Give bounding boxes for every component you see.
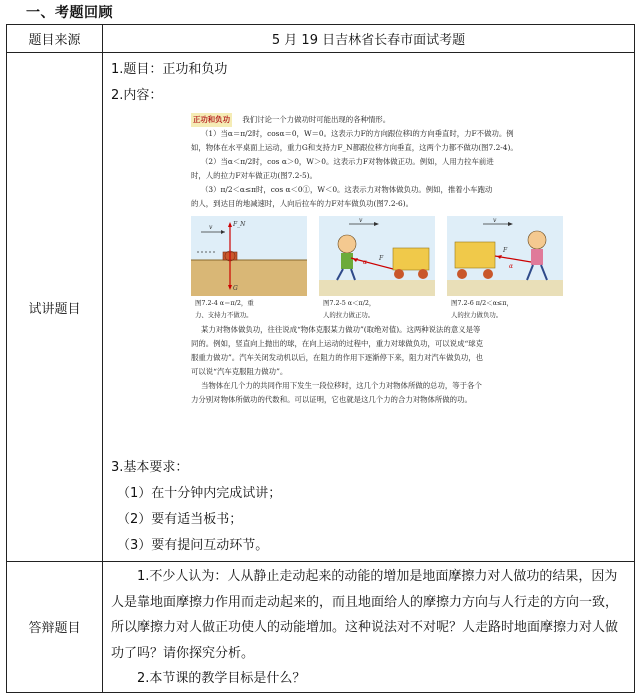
- figure-caption: 人的拉力做负功。: [451, 311, 503, 319]
- defense-row: [7, 562, 635, 693]
- excerpt-line: 时，人的拉力F对车做正功(图7.2-5)。: [191, 171, 317, 180]
- person-pulling-cart-illustration: [319, 216, 435, 296]
- trial-label: 试讲题目: [7, 53, 103, 562]
- topic-line: 1.题目：正功和负功: [111, 62, 228, 77]
- figure-caption: 图7.2-4 α＝π/2，重: [195, 299, 254, 307]
- excerpt-line: 如，物体在水平桌面上运动，重力G和支持力F_N都跟位移方向垂直，这两个力都不做功(图7.2-4)。: [191, 143, 518, 152]
- header-source-value: 5 月 19 日吉林省长春市面试考题: [103, 25, 635, 53]
- content-label: 2.内容：: [111, 88, 163, 103]
- figure-caption: 力、支持力不做功。: [195, 311, 253, 319]
- requirement-item: （1）在十分钟内完成试讲；: [117, 486, 282, 501]
- requirements-title: 3.基本要求：: [111, 460, 189, 475]
- excerpt-intro: 我们讨论一个力做功时可能出现的各种情形。: [242, 115, 391, 124]
- section-title: 一、考题回顾: [26, 5, 113, 21]
- figure-row: [191, 216, 563, 320]
- excerpt-line: 同的。例如，竖直向上抛出的球，在向上运动的过程中，重力对球做负功，可以说成“球克: [191, 339, 484, 348]
- excerpt-line: 某力对物体做负功，往往说成“物体克服某力做功”(取绝对值)。这两种说法的意义是等: [201, 325, 481, 334]
- force-label: F: [379, 255, 384, 262]
- figure-7-2-6: [447, 216, 563, 320]
- excerpt-line: （3）π/2＜α≤π时，cos α＜0①，W＜0。这表示力对物体做负功。例如，推着小车跑动: [201, 185, 493, 194]
- header-source-label: 题目来源: [7, 25, 103, 53]
- excerpt-line: （1）当α＝π/2时，cosα＝0，W＝0。这表示力F的方向跟位移l的方向垂直时，力F不做功。例: [201, 129, 514, 138]
- gravity-label: G: [233, 285, 238, 292]
- figure-caption: 图7.2-5 α＜π/2，: [323, 299, 376, 307]
- person-braking-cart-illustration: [447, 216, 563, 296]
- figure-7-2-5: [319, 216, 435, 320]
- force-label: F: [503, 247, 508, 254]
- requirement-item: （3）要有提问互动环节。: [117, 538, 269, 553]
- normal-force-label: F_N: [233, 221, 246, 228]
- defense-content: [103, 562, 635, 693]
- excerpt-line: 服重力做功”。汽车关闭发动机以后，在阻力的作用下逐渐停下来，阻力对汽车做负功，也: [191, 353, 484, 362]
- figure-7-2-4: [191, 216, 307, 320]
- trial-row: [7, 53, 635, 562]
- excerpt-line: 力分别对物体所做功的代数和。可以证明，它也就是这几个力的合力对物体所做的功。: [191, 395, 472, 404]
- velocity-label: v: [359, 217, 363, 224]
- block-on-table-illustration: [191, 216, 307, 296]
- excerpt-line: （2）当α＜π/2时，cos α＞0，W＞0。这表示力F对物体做正功。例如，人用力拉车前进: [201, 157, 494, 166]
- excerpt-line: 当物体在几个力的共同作用下发生一段位移时，这几个力对物体所做的总功，等于各个: [201, 381, 482, 390]
- textbook-excerpt: [191, 113, 563, 451]
- defense-question-1: 1.不少人认为：人从静止走动起来的动能的增加是地面摩擦力对人做功的结果，因为人是靠地面摩擦力作用而走动起来的，而且地面给人的摩擦力方向与人行走的方向一致，所以摩擦力对人做正功使人的动能增加。这种说法对不对呢？人走路时地面摩擦力对人做功了吗？请你探究分析。: [111, 569, 619, 661]
- defense-question-2: 2.本节课的教学目标是什么？: [137, 671, 306, 686]
- exam-table: [6, 24, 635, 693]
- table-header-row: [7, 25, 635, 53]
- defense-label: 答辩题目: [7, 562, 103, 693]
- alpha-label: α: [363, 259, 368, 266]
- velocity-label: v: [209, 224, 213, 231]
- figure-caption: 图7.2-6 π/2＜α≤π，: [451, 299, 513, 307]
- velocity-label: v: [493, 217, 497, 224]
- excerpt-heading: 正功和负功: [191, 113, 232, 127]
- figure-caption: 人的拉力做正功。: [323, 311, 375, 319]
- trial-content: [103, 53, 635, 562]
- excerpt-line: 可以说“汽车克服阻力做功”。: [191, 367, 288, 376]
- requirement-item: （2）要有适当板书；: [117, 512, 243, 527]
- excerpt-line: 的人，到达目的地减速时，人向后拉车的力F对车做负功(图7.2-6)。: [191, 199, 414, 208]
- alpha-label: α: [509, 263, 514, 270]
